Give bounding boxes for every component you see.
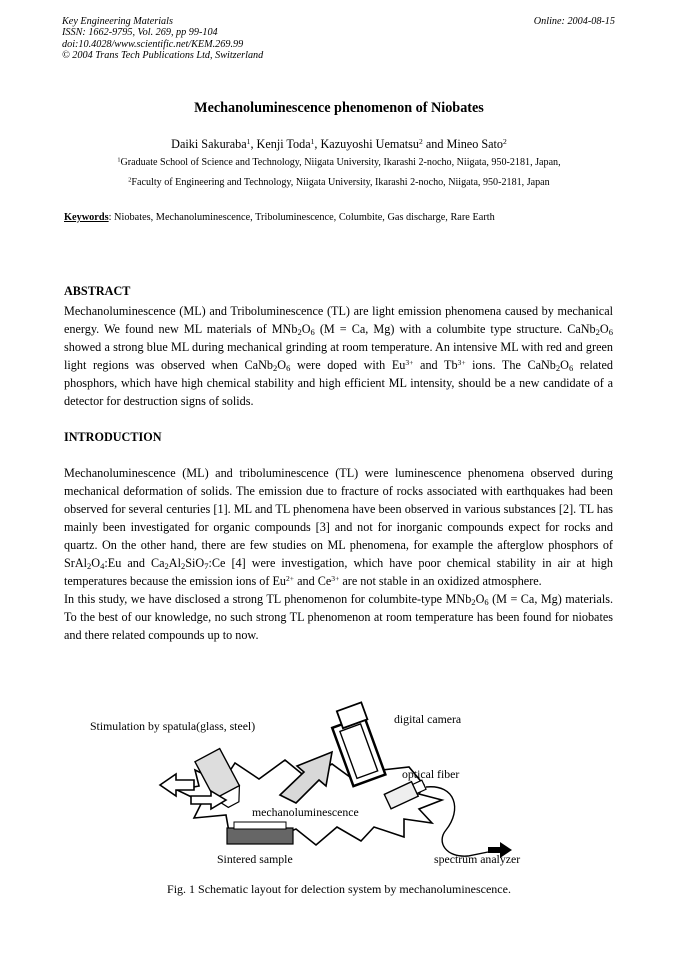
abstract-text: Mechanoluminescence (ML) and Triboluminescence (TL) are light emission phenomena caused by mechanical energy. We found new ML materials of $MNb_2O_6$ (M = Ca, Mg) with a columbite type structure. $CaNb_2O_6$ showed a strong blue ML during mechanical grinding at room temperature. An intensive ML with red and green light regions was observed when $CaNb_2O_6$ were doped with $Eu^{3+}$ and $Tb^{3+}$ ions. The $CaNb_2O_6$ related phosphors, which have high chemical stability and high efficient ML intensity, should be a new candidate of a detector for destruction signs of solids. xyxy=(64,304,613,408)
fiber-label: optical fiber xyxy=(402,767,460,781)
author-name: Mineo Sato xyxy=(446,137,504,151)
journal-doi: doi:10.4028/www.scientific.net/KEM.269.99 xyxy=(62,38,244,50)
optical-fiber-cable xyxy=(426,787,488,856)
affiliation-1: $^1$Graduate School of Science and Technology, Niigata University, Ikarashi 2-nocho, Niigata, 950-2181, Japan, xyxy=(117,156,561,168)
keywords-label: Keywords xyxy=(64,212,109,223)
paper-title: Mechanoluminescence phenomenon of Niobates xyxy=(194,100,484,116)
author-name: Kazuyoshi Uematsu xyxy=(320,137,419,151)
journal-header xyxy=(62,16,263,62)
keywords-list: : Niobates, Mechanoluminescence, Triboluminescence, Columbite, Gas discharge, Rare Earth xyxy=(108,212,495,223)
figure-caption: Fig. 1 Schematic layout for delection system by mechanoluminescence. xyxy=(167,882,511,896)
figure-1 xyxy=(64,690,613,875)
intro-paragraph-2: In this study, we have disclosed a strong TL phenomenon for columbite-type $MNb_2O_6$ (M = Ca, Mg) materials. To the best of our knowledge, no such strong TL phenomenon at room temperature has been found for niobates and there related compounds up to now. xyxy=(64,592,613,642)
affiliation-2: $^2$Faculty of Engineering and Technology, Niigata University, Ikarashi 2-nocho, Niigata, 950-2181, Japan xyxy=(128,176,550,188)
author-affil-mark: 2 xyxy=(419,136,423,146)
sintered-sample-label: Sintered sample xyxy=(217,852,293,866)
author-affil-mark: 2 xyxy=(503,136,507,146)
author-name: Kenji Toda xyxy=(256,137,311,151)
author-name: Daiki Sakuraba xyxy=(171,137,247,151)
journal-name: Key Engineering Materials xyxy=(62,16,173,27)
mechanoluminescence-label: mechanoluminescence xyxy=(252,805,359,819)
camera-label: digital camera xyxy=(394,712,462,726)
stimulation-label: Stimulation by spatula(glass, steel) xyxy=(90,719,256,733)
introduction-heading: INTRODUCTION xyxy=(64,430,162,444)
online-date: Online: 2004-08-15 xyxy=(533,16,615,27)
journal-issn: ISSN: 1662-9795, Vol. 269, pp 99-104 xyxy=(62,27,218,39)
keywords-line xyxy=(64,212,495,223)
spectrum-analyzer-label: spectrum analyzer xyxy=(434,852,521,866)
journal-copyright: © 2004 Trans Tech Publications Ltd, Switzerland xyxy=(62,50,264,62)
intro-paragraph-1: Mechanoluminescence (ML) and triboluminescence (TL) were luminescence phenomena observed during mechanical deformation of solids. The emission due to fracture of rocks associated with earthquakes had been observed for several centuries [1]. ML and TL phenomena have been observed in various substances [2]. TL has mainly been investigated for organic compounds [3] and not for inorganic compounds expect for rocks and quartz. On the other hand, there are few studies on ML phenomena, for example the afterglow phosphors of $SrAl_2O_4:Eu$ and $Ca_2Al_2SiO_7:Ce$ [4] were investigation, which have poor chemical stability in air at high temperatures because the emission ions of $Eu^{2+}$ and $Ce^{3+}$ are not stable in an oxidized atmosphere. xyxy=(64,466,613,588)
sintered-sample xyxy=(227,828,293,844)
author-list: Daiki Sakuraba$^1$, Kenji Toda$^1$, Kazuyoshi Uematsu$^2$ and Mineo Sato$^2$ xyxy=(171,136,507,151)
abstract-heading: ABSTRACT xyxy=(64,284,131,298)
introduction-text xyxy=(64,464,613,644)
author-affil-mark: 1 xyxy=(310,136,315,146)
author-affil-mark: 1 xyxy=(246,136,251,146)
schematic-diagram xyxy=(64,690,613,875)
